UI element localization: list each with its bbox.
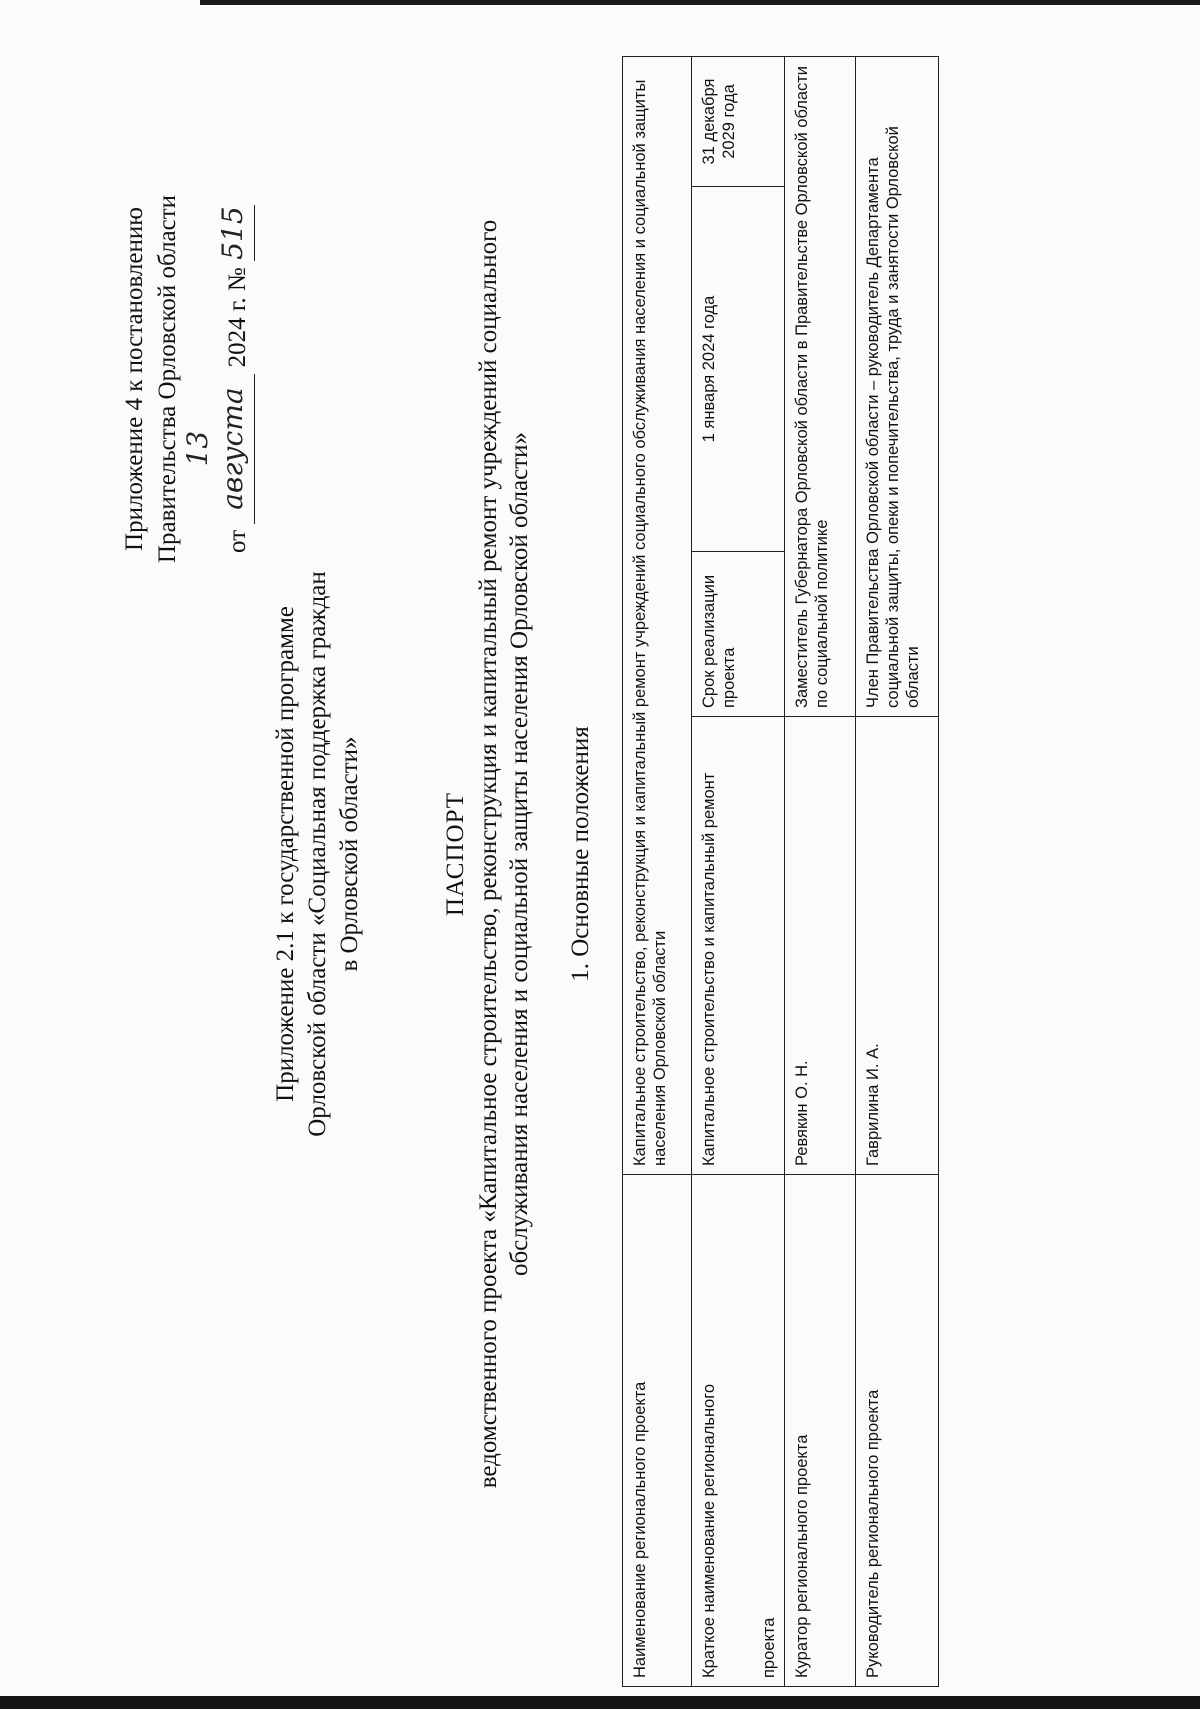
row-label: Куратор регионального проекта (785, 1175, 856, 1687)
approval-block (118, 99, 255, 659)
head-name: Гаврилина И. А. (856, 717, 939, 1175)
attachment-block (270, 329, 366, 1379)
table-row (785, 56, 856, 1686)
passport-header (440, 129, 596, 1579)
table-row (692, 56, 785, 1686)
row-label-line-2: проекта (760, 1617, 778, 1678)
term-end: 31 декабря 2029 года (692, 56, 785, 186)
main-provisions-table (622, 56, 939, 1687)
row-value: Капитальное строительство и капитальный ремонт (692, 717, 785, 1175)
table-row (623, 56, 692, 1686)
attachment-line-2: Орловской области «Социальная поддержка граждан (304, 571, 331, 1137)
curator-position: Заместитель Губернатора Орловской области в Правительстве Орловской области по социальной политике (785, 56, 856, 716)
curator-name: Ревякин О. Н. (785, 717, 856, 1175)
row-label (692, 1175, 785, 1687)
table-row (856, 56, 939, 1686)
passport-title: ПАСПОРТ (442, 791, 469, 917)
row-label: Наименование регионального проекта (623, 1175, 692, 1687)
row-label-line-1: Краткое наименование регионального (700, 1383, 718, 1678)
approval-year: 2024 г. № (224, 267, 251, 368)
approval-line-2: Правительства Орловской области (154, 194, 181, 564)
section-title: 1. Основные положения (567, 726, 594, 982)
passport-subtitle-2: обслуживания населения и социальной защиты населения Орловской области» (506, 431, 533, 1277)
handwritten-number: 515 (219, 205, 255, 261)
row-label: Руководитель регионального проекта (856, 1175, 939, 1687)
head-position: Член Правительства Орловской области – руководитель Департамента социальной защиты, опеки и попечительства, труда и занятости Орловской области (856, 56, 939, 716)
attachment-line-3: в Орловской области» (336, 736, 363, 972)
approval-from: от (224, 529, 251, 553)
approval-line-3 (181, 99, 255, 659)
handwritten-date: 13 августа (184, 374, 255, 524)
approval-line-1: Приложение 4 к постановлению (121, 207, 148, 551)
term-label: Срок реализации проекта (692, 552, 785, 717)
passport-subtitle-1: ведомственного проекта «Капитальное строительство, реконструкция и капитальный ремонт учреждений социального (475, 219, 502, 1489)
attachment-line-1: Приложение 2.1 к государственной программе (272, 606, 299, 1102)
term-start: 1 января 2024 года (692, 187, 785, 552)
row-value: Капитальное строительство, реконструкция и капитальный ремонт учреждений социального обслуживания населения и социальной защиты населения Орловской области (623, 56, 692, 1174)
